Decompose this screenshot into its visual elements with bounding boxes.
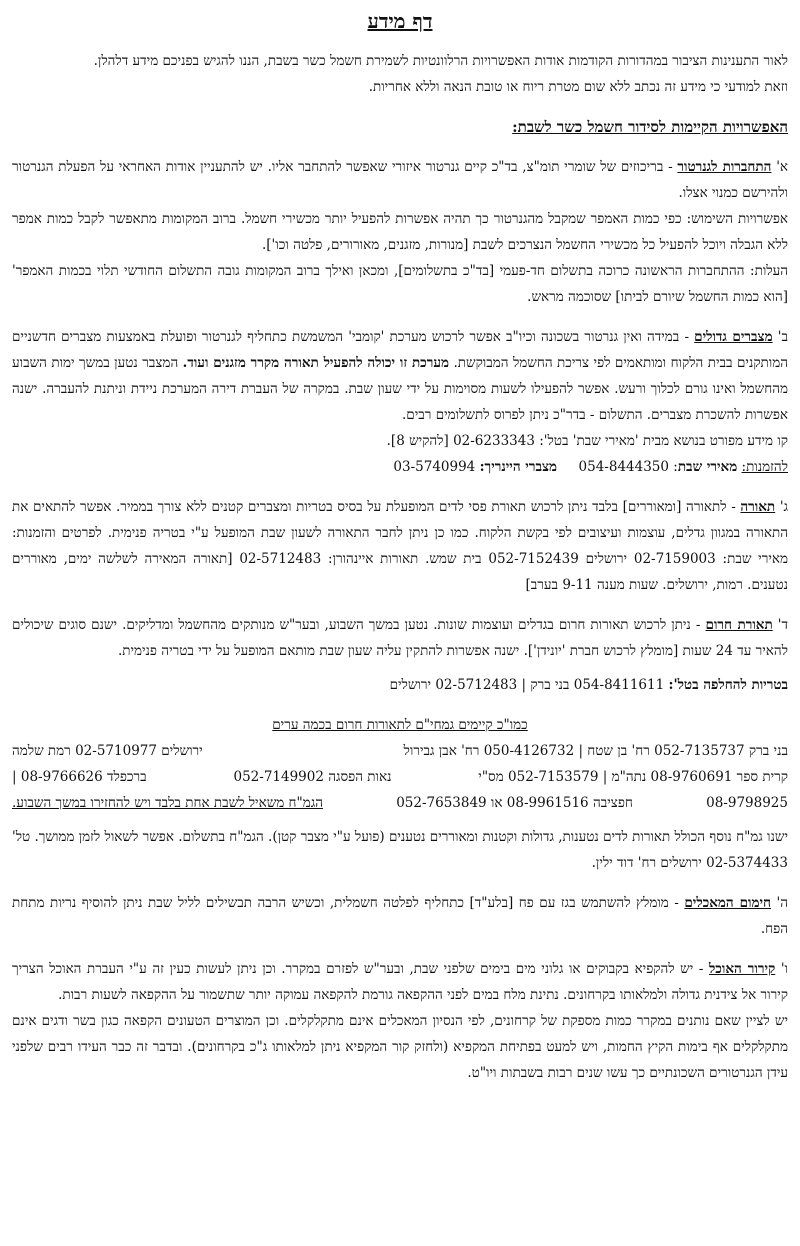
page-title: דף מידע <box>367 9 433 33</box>
gemach-extra: ישנו גמ"ח נוסף הכולל תאורות לדים נטענות, גדולות וקטנות ומאוררים נטענים (פועל ע"י מצבר קטן). הגמ"ח בתשלום. אפשר לשאול לזמן ממושך. טל' 02-5374433 ירושלים רח' דוד ילין. <box>12 829 788 871</box>
option-b-orders <box>12 454 788 480</box>
option-a-letter: א' <box>776 159 788 175</box>
option-a-usage: אפשרויות השימוש: כפי כמות האמפר שמקבל מהגנרטור כך תהיה אפשרות להפעיל יותר מכשירי חשמל. ברוב המקומות מתאפשר לקבל כמות אמפר ללא הגבלה ויוכל להפעיל כל מכשירי החשמל הנצרכים לשבת [מנורות, מזגנים, מאורורים, פלטה וכו']. <box>12 211 788 253</box>
gemach-row-2-c: ברכפלד 08-9766626 | <box>12 769 147 785</box>
orders-label: להזמנות: <box>741 459 788 475</box>
option-d-keyword: תאורת חרום <box>705 617 773 633</box>
option-c-letter: ג' <box>779 499 788 515</box>
gemach-row-3-note: הגמ"ח משאיל לשבת אחת בלבד ויש להחזירו במשך השבוע. <box>12 795 323 811</box>
option-b <box>12 324 788 428</box>
gemach-row-3-a: 08-9798925 <box>706 795 788 811</box>
batteries-label: בטריות להחלפה בטל': <box>668 677 788 693</box>
gemach-row-1-b: ירושלים 02-5710977 רמת שלמה <box>12 743 203 759</box>
gemach-row-3-b: חפציבה 08-9961516 או 052-7653849 <box>396 795 633 811</box>
option-a-keyword: התחברות לגנרטור <box>677 159 772 175</box>
vendor-1-name: מאירי שבת <box>677 459 738 475</box>
option-b-keyword: מצברים גדולים <box>694 329 773 345</box>
gemach-row-1 <box>12 738 788 764</box>
option-f-keyword: קירור האוכל <box>708 961 776 977</box>
vendor-2-phone: 03-5740994 <box>393 459 476 475</box>
batteries-text: 054-8411611 בני ברק | 02-5712483 ירושלים <box>389 677 665 693</box>
gemach-row-2 <box>12 764 788 790</box>
option-e-letter: ה' <box>776 895 788 911</box>
batteries-line <box>12 672 788 698</box>
option-a-text: - בריכוזים של שומרי תומ"צ, בד"כ קיים גנרטור איזורי שאפשר להתחבר אליו. יש להתעניין אודות האחראי על הפעלת הגנרטור ולהירשם כמנוי אצלו. <box>12 159 788 201</box>
gemach-row-1-a: בני ברק 052-7135737 רח' בן שטח | 050-4126732 רח' אבן גבירול <box>403 743 788 759</box>
section-title: האפשרויות הקיימות לסידור חשמל כשר לשבת: <box>512 118 788 136</box>
option-b-text-2: המצבר נטען במשך ימות השבוע מהחשמל ואינו גורם לכלוך ורעש. אפשר להפעילו לשעות מסוימות על ידי שעון שבת. במקרה של העברת דירה המערכת ניידת וניתנת להעברה. ישנה אפשרות להשכרת מצברים. התשלום - בדר"כ ניתן לפרוס לתשלומים רבים. <box>12 355 788 423</box>
gemach-title: כמו"כ קיימים גמחי"ם לתאורות חרום בכמה ערים <box>272 717 528 733</box>
disclaimer: וזאת למודעי כי מידע זה נכתב ללא שום מטרת ריוח או טובת הנאה וללא אחריות. <box>368 79 788 95</box>
option-b-text: - במידה ואין גנרטור בשכונה וכיו"ב אפשר לרכוש מערכת 'קומבי' המשמשת כתחליף לגנרטור ופועלת באמצעות מצברים חדשניים המותקנים בבית הלקוח ומותאמים לפי צריכת החשמל המבוקשת. <box>12 329 789 371</box>
option-e-text: - מומלץ להשתמש בגז עם פח [בלע"ד] כתחליף לפלטה חשמלית, וכשיש הרבה תבשילים לליל שבת ניתן להוסיף נריות מתחת הפח. <box>12 895 788 937</box>
vendor-1-phone: : 054-8444350 <box>578 459 678 475</box>
option-c-keyword: תאורה <box>740 499 776 515</box>
gemach-row-2-a: קרית ספר 08-9760691 נתה"מ | 052-7153579 מס"י <box>478 769 788 785</box>
option-e-keyword: חימום המאכלים <box>684 895 772 911</box>
option-c <box>12 494 788 598</box>
option-b-bold: מערכת זו יכולה להפעיל תאורה מקרר מזגנים ועוד. <box>182 355 450 371</box>
option-f-note: יש לציין שאם נותנים במקרר כמות מספקת של קרחונים, לפי הנסיון המאכלים אינם מתקלקלים. וכן המוצרים הטעונים הקפאה כגון בשר ודגים אינם מתקלקלים אף בימות הקיץ החמות, ויש למעט בפתיחת המקפיא (ולחזק קור המקפיא ניתן למלאותו ג"כ בקרחונים). ובדבר זה כבר העידו רבים שלפני עידן הגנרטורים השכונתיים כך עשו שנים רבות בשבתות ויו"ט. <box>12 1013 788 1081</box>
option-f <box>12 956 788 1008</box>
option-c-text: - לתאורה [ומאוררים] בלבד ניתן לרכוש תאורת פסי לדים המופעלת על בסיס בטריות ומצברים קטנים ללא צורך בממיר. אפשר להתאים את התאורה במגוון גדלים, עוצמות ועיצובים לפי בקשת הלקוח. כמו כן ניתן לחבר התאורה לשעון שבת המופעל ע"י בטריה פנימית. לפרטים והזמנות: מאירי שבת: 02-7159003 ירושלים 052-7152439 בית שמש. תאורות איינהורן: 02-5712483 [תאורה המאירה לשלשה ימים, מאוררים נטענים. רמות, ירושלים. שעות מענה 9-11 בערב] <box>12 499 788 593</box>
option-d-letter: ד' <box>777 617 789 633</box>
option-d <box>12 612 788 664</box>
option-a-costs: העלות: ההתחברות הראשונה כרוכה בתשלום חד-פעמי [בד"כ בתשלומים], ומכאן ואילך ברוב המקומות גובה התשלום החודשי תלוי בכמות האמפר' [הוא כמות החשמל שיורם לביתו] שסוכמה מראש. <box>12 263 788 305</box>
option-a <box>12 154 788 206</box>
gemach-row-2-b: נאות הפסגה 052-7149902 <box>233 769 392 785</box>
option-e <box>12 890 788 942</box>
option-f-letter: ו' <box>780 961 789 977</box>
intro-paragraph: לאור התענינות הציבור במהדורות הקודמות אודות האפשרויות הרלוונטיות לשמירת חשמל כשר בשבת, הננו להגיש בפניכם מידע דלהלן. <box>93 53 788 69</box>
option-f-text: - יש להקפיא בקבוקים או גלוני מים בימים שלפני שבת, ובער"ש לפזרם במקרר. וכן ניתן לעשות כעין זה ע"י העברת האוכל הצריך קירור אל צידנית גדולה ולמלאותו בקרחונים. נתינת מלח במים לפני ההקפאה גורמת להקפאה עמוקה יותר שתשמור על ההקפאה לשעות רבות. <box>12 961 788 1003</box>
option-d-text: - ניתן לרכוש תאורות חרום בגדלים ועוצמות שונות. נטען במשך השבוע, ובער"ש מנותקים מהחשמל ומדליקים. ישנם סוגים שיכולים להאיר עד 24 שעות [מומלץ לרכוש חברת 'יונידן']. ישנה אפשרות להתקין עליה שעון שבת מותאם המופעל על ידי בטריה פנימית. <box>12 617 788 659</box>
vendor-2-name: מצברי היינריך: <box>479 459 558 475</box>
option-b-info-line: קו מידע מפורט בנושא מבית 'מאירי שבת' בטל': 02-6233343 [להקיש 8]. <box>386 433 788 449</box>
gemach-row-3 <box>12 790 788 816</box>
option-b-letter: ב' <box>777 329 788 345</box>
